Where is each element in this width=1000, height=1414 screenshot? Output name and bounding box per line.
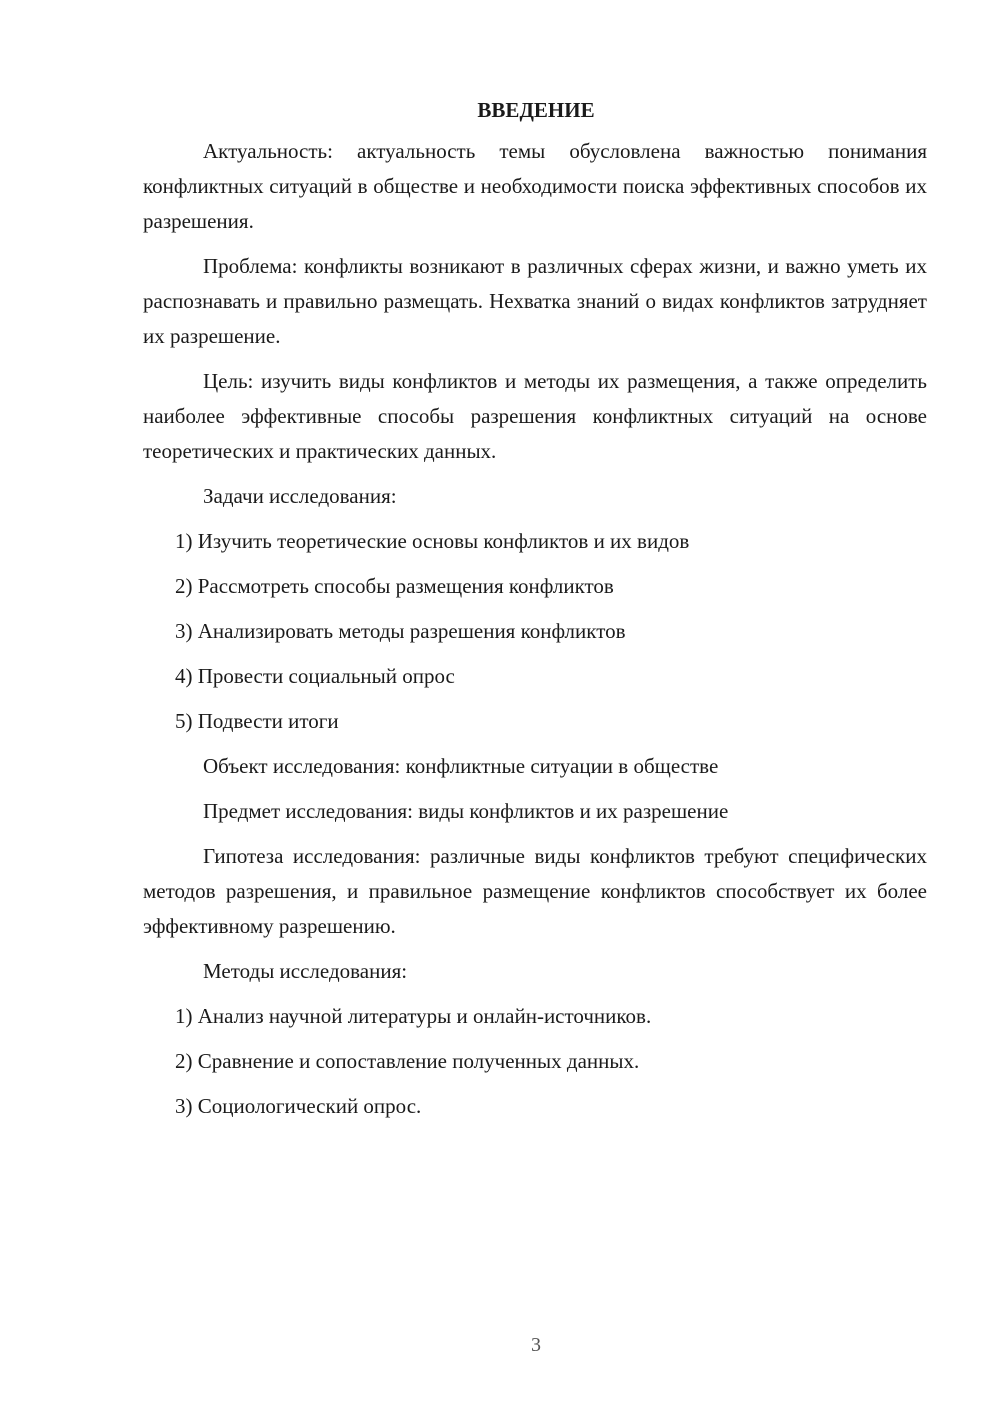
- methods-list: [143, 999, 927, 1124]
- tasks-list: [143, 524, 927, 739]
- list-item: 4) Провести социальный опрос: [175, 664, 455, 688]
- list-item: 5) Подвести итоги: [175, 709, 339, 733]
- paragraph-object: Объект исследования: конфликтные ситуации в обществе: [203, 754, 719, 778]
- section-title: ВВЕДЕНИЕ: [477, 98, 595, 122]
- list-item: 2) Рассмотреть способы размещения конфликтов: [175, 574, 614, 598]
- paragraph-subject: Предмет исследования: виды конфликтов и их разрешение: [203, 799, 729, 823]
- tasks-heading: Задачи исследования:: [203, 484, 397, 508]
- list-item: 2) Сравнение и сопоставление полученных данных.: [175, 1049, 640, 1073]
- paragraph-problem: Проблема: конфликты возникают в различных сферах жизни, и важно уметь их распознавать и правильно размещать. Нехватка знаний о видах конфликтов затрудняет их разрешение.: [143, 254, 927, 348]
- list-item: 1) Изучить теоретические основы конфликтов и их видов: [175, 529, 690, 553]
- paragraph-hypothesis: Гипотеза исследования: различные виды конфликтов требуют специфических методов разрешения, и правильное размещение конфликтов способствует их более эффективному разрешению.: [143, 844, 927, 938]
- methods-heading: Методы исследования:: [203, 959, 408, 983]
- page-content: [143, 92, 927, 1134]
- list-item: 3) Анализировать методы разрешения конфликтов: [175, 619, 626, 643]
- paragraph-relevance: Актуальность: актуальность темы обусловлена важностью понимания конфликтных ситуаций в обществе и необходимости поиска эффективных способов их разрешения.: [143, 139, 927, 233]
- paragraph-goal: Цель: изучить виды конфликтов и методы их размещения, а также определить наиболее эффективные способы разрешения конфликтных ситуаций на основе теоретических и практических данных.: [143, 369, 927, 463]
- list-item: 3) Социологический опрос.: [175, 1094, 422, 1118]
- list-item: 1) Анализ научной литературы и онлайн-источников.: [175, 1004, 652, 1028]
- page-number: 3: [531, 1334, 541, 1356]
